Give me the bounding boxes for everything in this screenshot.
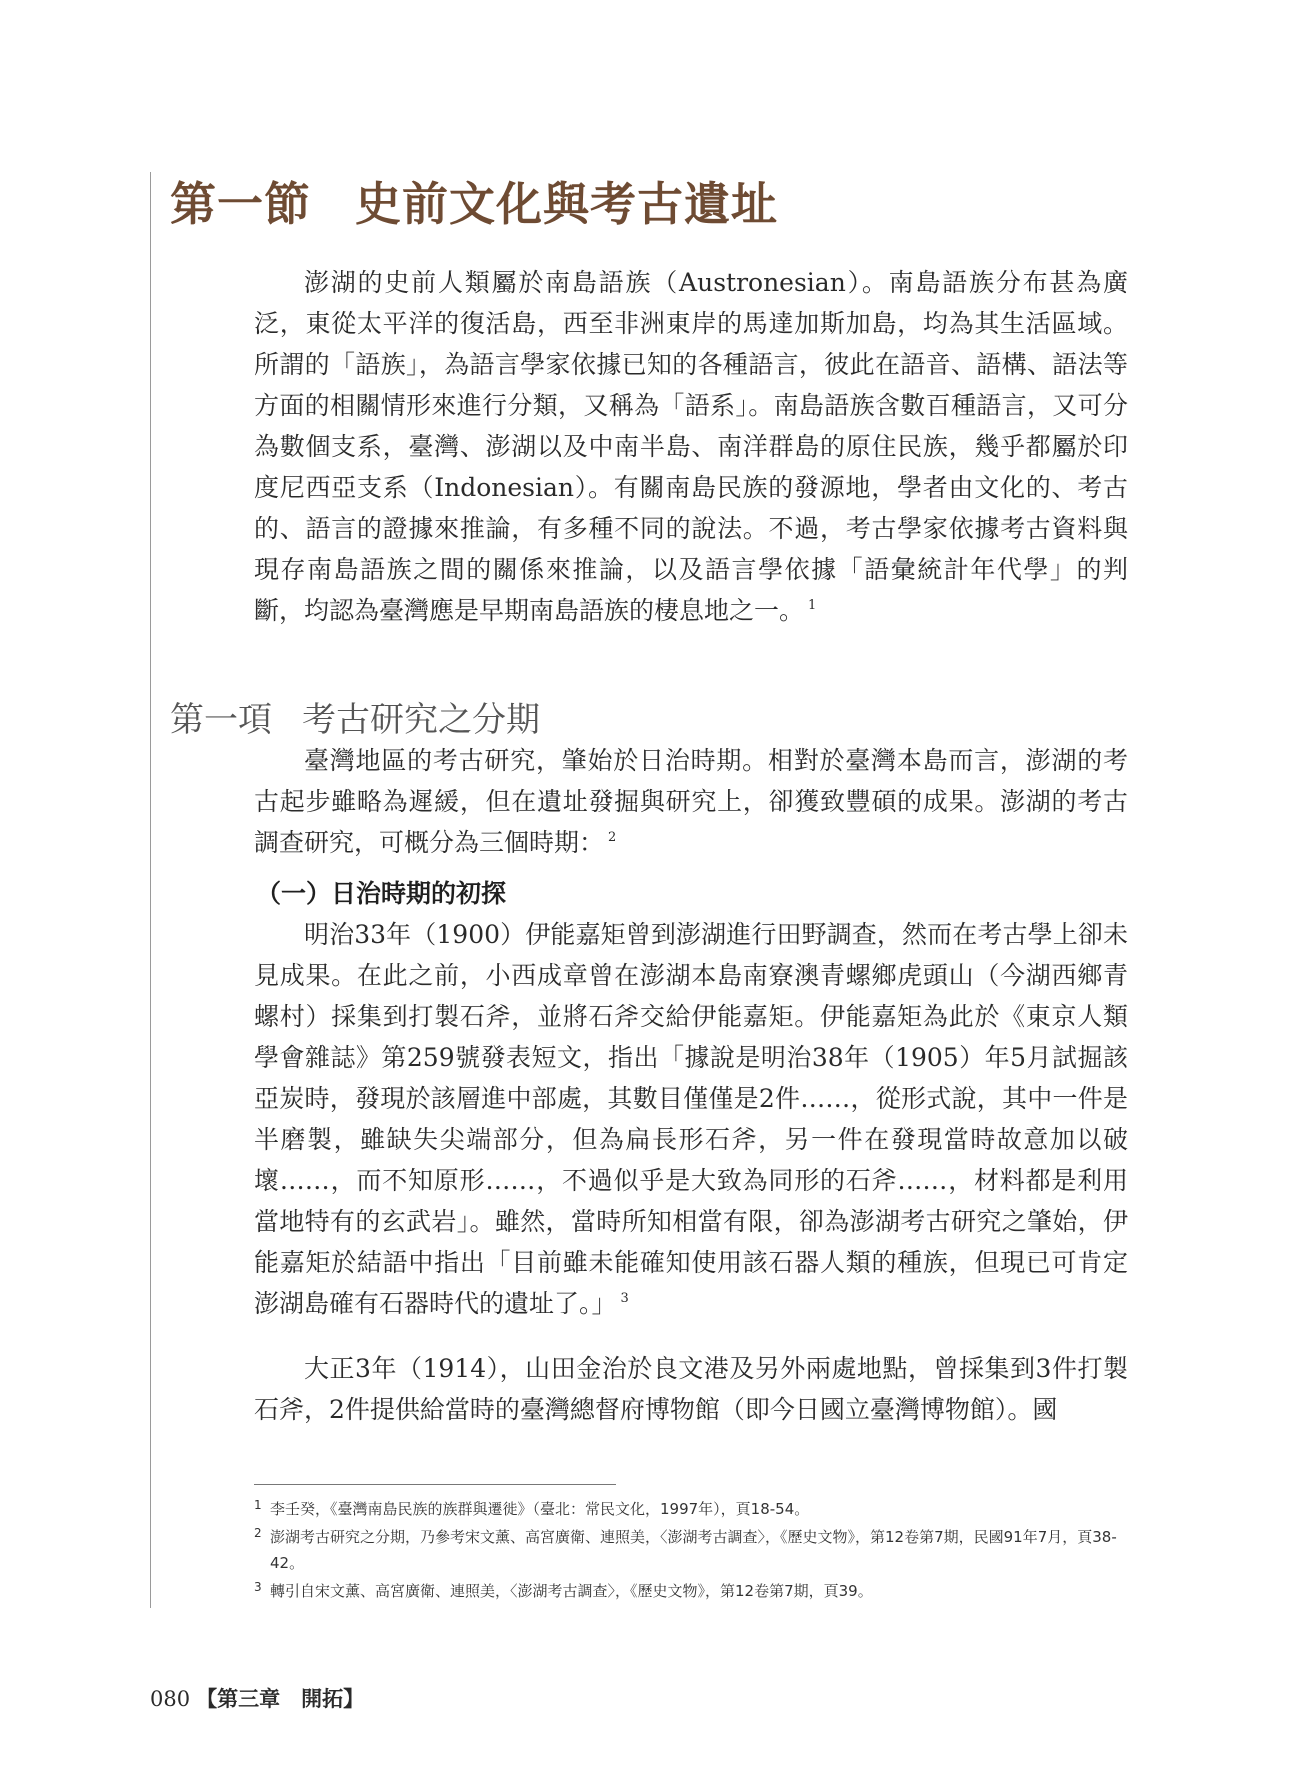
footnote-text: 轉引自宋文薰、高宮廣衛、連照美，〈澎湖考古調查〉，《歷史文物》，第12卷第7期，頁39。 <box>270 1582 873 1600</box>
footnote-text: 李壬癸，《臺灣南島民族的族群與遷徙》（臺北：常民文化，1997年），頁18-54。 <box>270 1500 810 1518</box>
intro-paragraph-text: 澎湖的史前人類屬於南島語族（Austronesian）。南島語族分布甚為廣泛，東從太平洋的復活島，西至非洲東岸的馬達加斯加島，均為其生活區域。所謂的「語族」，為語言學家依據已知的各種語言，彼此在語音、語構、語法等方面的相關情形來進行分類，又稱為「語系」。南島語族含數百種語言，又可分為數個支系，臺灣、澎湖以及中南半島、南洋群島的原住民族，幾乎都屬於印度尼西亞支系（Indonesian）。有關南島民族的發源地，學者由文化的、考古的、語言的證據來推論，有多種不同的說法。不過，考古學家依據考古資料與現存南島語族之間的關係來推論，以及語言學依據「語彙統計年代學」的判斷，均認為臺灣應是早期南島語族的棲息地之一。 <box>254 268 1128 625</box>
section-title <box>170 168 778 234</box>
period-paragraph-2-text: 大正3年（1914），山田金治於良文港及另外兩處地點，曾採集到3件打製石斧，2件提供給當時的臺灣總督府博物館（即今日國立臺灣博物館）。國 <box>254 1354 1128 1424</box>
footnote-ref-3[interactable]: 3 <box>620 1291 629 1306</box>
footnote-3 <box>254 1578 1128 1604</box>
footnote-ref-2[interactable]: 2 <box>608 830 617 845</box>
footnote-number: 1 <box>254 1498 262 1512</box>
subsection-paragraph-text: 臺灣地區的考古研究，肇始於日治時期。相對於臺灣本島而言，澎湖的考古起步雖略為遲緩，但在遺址發掘與研究上，卻獲致豐碩的成果。澎湖的考古調查研究，可概分為三個時期： <box>254 746 1128 857</box>
footnote-ref-1[interactable]: 1 <box>808 598 817 613</box>
footnote-1 <box>254 1496 1128 1522</box>
subsection-paragraph <box>254 740 1128 863</box>
period-paragraph-1-text: 明治33年（1900）伊能嘉矩曾到澎湖進行田野調查，然而在考古學上卻未見成果。在此之前，小西成章曾在澎湖本島南寮澳青螺鄉虎頭山（今湖西鄉青螺村）採集到打製石斧，並將石斧交給伊能嘉矩。伊能嘉矩為此於《東京人類學會雜誌》第259號發表短文，指出「據說是明治38年（1905）年5月試掘該亞炭時，發現於該層進中部處，其數目僅僅是2件……，從形式說，其中一件是半磨製，雖缺失尖端部分，但為扁長形石斧，另一件在發現當時故意加以破壞……，而不知原形……，不過似乎是大致為同形的石斧……，材料都是利用當地特有的玄武岩」。雖然，當時所知相當有限，卻為澎湖考古研究之肇始，伊能嘉矩於結語中指出「目前雖未能確知使用該石器人類的種族，但現已可肯定澎湖島確有石器時代的遺址了。」 <box>254 920 1128 1318</box>
subsection-title <box>170 692 540 741</box>
period-paragraph-2 <box>254 1348 1128 1430</box>
period-heading: （一）日治時期的初探 <box>256 879 507 908</box>
footnote-text: 澎湖考古研究之分期，乃參考宋文薰、高宮廣衛、連照美，〈澎湖考古調查〉，《歷史文物》，第12卷第7期，民國91年7月，頁38-42。 <box>270 1528 1117 1572</box>
intro-paragraph <box>254 262 1128 631</box>
footnote-2 <box>254 1524 1128 1576</box>
footnote-number: 2 <box>254 1526 262 1540</box>
footnote-number: 3 <box>254 1580 262 1594</box>
chapter-label: 【第三章 開拓】 <box>196 1686 365 1711</box>
section-heading-text: 史前文化與考古遺址 <box>355 177 778 231</box>
footnote-divider <box>254 1484 616 1485</box>
period-paragraph-1 <box>254 914 1128 1324</box>
footnotes <box>254 1496 1128 1606</box>
section-number: 第一節 <box>170 177 311 231</box>
left-margin-rule <box>150 172 151 1608</box>
subsection-heading-text: 考古研究之分期 <box>302 700 540 740</box>
subsection-number: 第一項 <box>170 700 272 740</box>
page-footer <box>150 1683 364 1713</box>
page-number: 080 <box>150 1687 191 1711</box>
